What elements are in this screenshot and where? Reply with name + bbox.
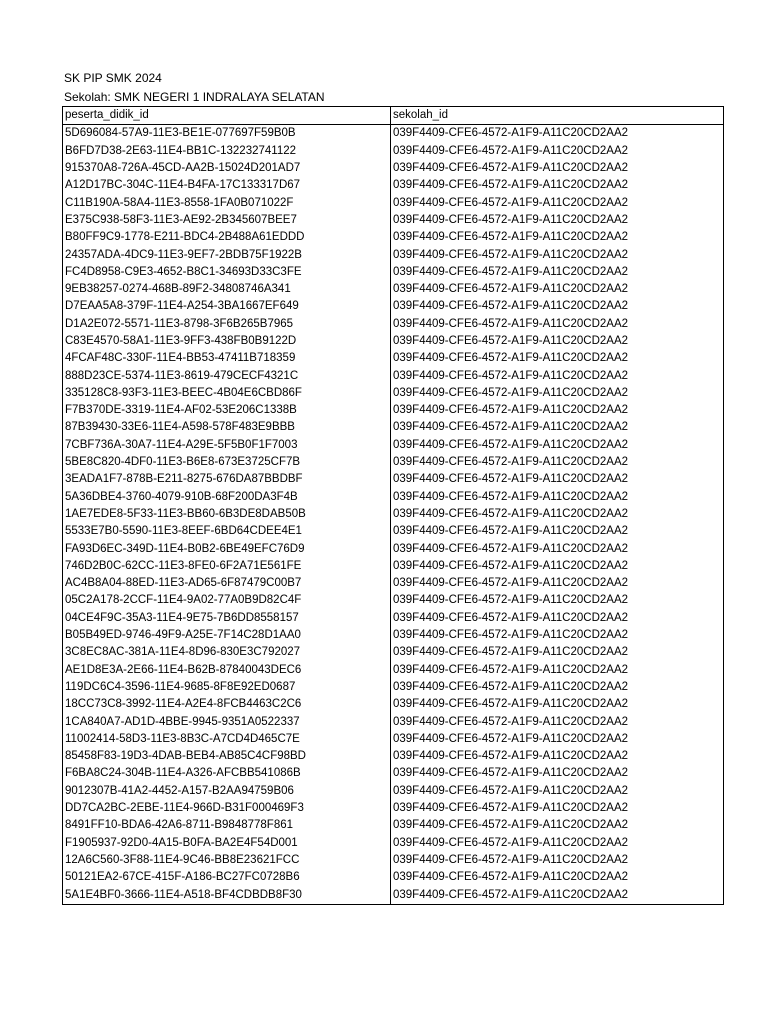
sekolah-id-cell: 039F4409-CFE6-4572-A1F9-A11C20CD2AA2 bbox=[391, 298, 724, 315]
sekolah-id-cell: 039F4409-CFE6-4572-A1F9-A11C20CD2AA2 bbox=[391, 402, 724, 419]
table-header-row bbox=[63, 107, 724, 125]
peserta-didik-id-cell: 9EB38257-0274-468B-89F2-34808746A341 bbox=[63, 281, 391, 298]
sekolah-id-cell: 039F4409-CFE6-4572-A1F9-A11C20CD2AA2 bbox=[391, 454, 724, 471]
sekolah-id-cell: 039F4409-CFE6-4572-A1F9-A11C20CD2AA2 bbox=[391, 506, 724, 523]
sekolah-id-cell: 039F4409-CFE6-4572-A1F9-A11C20CD2AA2 bbox=[391, 281, 724, 298]
table-row bbox=[63, 610, 724, 627]
table-row bbox=[63, 281, 724, 298]
sekolah-id-cell: 039F4409-CFE6-4572-A1F9-A11C20CD2AA2 bbox=[391, 800, 724, 817]
peserta-didik-id-cell: E375C938-58F3-11E3-AE92-2B345607BEE7 bbox=[63, 212, 391, 229]
peserta-didik-id-cell: AC4B8A04-88ED-11E3-AD65-6F87479C00B7 bbox=[63, 575, 391, 592]
table-row bbox=[63, 506, 724, 523]
table-row bbox=[63, 765, 724, 782]
table-row bbox=[63, 731, 724, 748]
peserta-didik-id-cell: 888D23CE-5374-11E3-8619-479CECF4321C bbox=[63, 367, 391, 384]
sekolah-id-cell: 039F4409-CFE6-4572-A1F9-A11C20CD2AA2 bbox=[391, 471, 724, 488]
header-sekolah-id: sekolah_id bbox=[391, 107, 724, 125]
sekolah-id-cell: 039F4409-CFE6-4572-A1F9-A11C20CD2AA2 bbox=[391, 731, 724, 748]
peserta-didik-id-cell: 746D2B0C-62CC-11E3-8FE0-6F2A71E561FE bbox=[63, 558, 391, 575]
table-row bbox=[63, 454, 724, 471]
sekolah-id-cell: 039F4409-CFE6-4572-A1F9-A11C20CD2AA2 bbox=[391, 783, 724, 800]
table-row bbox=[63, 143, 724, 160]
peserta-didik-id-cell: C11B190A-58A4-11E3-8558-1FA0B071022F bbox=[63, 194, 391, 211]
sekolah-id-cell: 039F4409-CFE6-4572-A1F9-A11C20CD2AA2 bbox=[391, 143, 724, 160]
table-row bbox=[63, 402, 724, 419]
table-row bbox=[63, 662, 724, 679]
peserta-didik-id-cell: 05C2A178-2CCF-11E4-9A02-77A0B9D82C4F bbox=[63, 592, 391, 609]
sekolah-id-cell: 039F4409-CFE6-4572-A1F9-A11C20CD2AA2 bbox=[391, 316, 724, 333]
sekolah-id-cell: 039F4409-CFE6-4572-A1F9-A11C20CD2AA2 bbox=[391, 713, 724, 730]
peserta-didik-id-cell: 5A1E4BF0-3666-11E4-A518-BF4CDBDB8F30 bbox=[63, 886, 391, 904]
peserta-didik-id-cell: 1AE7EDE8-5F33-11E3-BB60-6B3DE8DAB50B bbox=[63, 506, 391, 523]
sekolah-id-cell: 039F4409-CFE6-4572-A1F9-A11C20CD2AA2 bbox=[391, 437, 724, 454]
peserta-didik-id-cell: 11002414-58D3-11E3-8B3C-A7CD4D465C7E bbox=[63, 731, 391, 748]
peserta-didik-id-cell: FC4D8958-C9E3-4652-B8C1-34693D33C3FE bbox=[63, 264, 391, 281]
table-row bbox=[63, 316, 724, 333]
sekolah-id-cell: 039F4409-CFE6-4572-A1F9-A11C20CD2AA2 bbox=[391, 350, 724, 367]
table-row bbox=[63, 177, 724, 194]
table-body bbox=[63, 125, 724, 904]
table-row bbox=[63, 523, 724, 540]
table-row bbox=[63, 350, 724, 367]
table-row bbox=[63, 471, 724, 488]
sekolah-id-cell: 039F4409-CFE6-4572-A1F9-A11C20CD2AA2 bbox=[391, 817, 724, 834]
peserta-didik-id-cell: 50121EA2-67CE-415F-A186-BC27FC0728B6 bbox=[63, 869, 391, 886]
peserta-didik-id-cell: 9012307B-41A2-4452-A157-B2AA94759B06 bbox=[63, 783, 391, 800]
table-row bbox=[63, 333, 724, 350]
student-table bbox=[62, 106, 724, 905]
sekolah-id-cell: 039F4409-CFE6-4572-A1F9-A11C20CD2AA2 bbox=[391, 540, 724, 557]
table-row bbox=[63, 367, 724, 384]
table-row bbox=[63, 437, 724, 454]
table-row bbox=[63, 679, 724, 696]
peserta-didik-id-cell: B80FF9C9-1778-E211-BDC4-2B488A61EDDD bbox=[63, 229, 391, 246]
peserta-didik-id-cell: 335128C8-93F3-11E3-BEEC-4B04E6CBD86F bbox=[63, 385, 391, 402]
table-row bbox=[63, 264, 724, 281]
table-row bbox=[63, 748, 724, 765]
sekolah-id-cell: 039F4409-CFE6-4572-A1F9-A11C20CD2AA2 bbox=[391, 610, 724, 627]
table-row bbox=[63, 869, 724, 886]
table-row bbox=[63, 558, 724, 575]
sekolah-id-cell: 039F4409-CFE6-4572-A1F9-A11C20CD2AA2 bbox=[391, 644, 724, 661]
peserta-didik-id-cell: 7CBF736A-30A7-11E4-A29E-5F5B0F1F7003 bbox=[63, 437, 391, 454]
peserta-didik-id-cell: 1CA840A7-AD1D-4BBE-9945-9351A0522337 bbox=[63, 713, 391, 730]
peserta-didik-id-cell: 18CC73C8-3992-11E4-A2E4-8FCB4463C2C6 bbox=[63, 696, 391, 713]
peserta-didik-id-cell: FA93D6EC-349D-11E4-B0B2-6BE49EFC76D9 bbox=[63, 540, 391, 557]
sekolah-id-cell: 039F4409-CFE6-4572-A1F9-A11C20CD2AA2 bbox=[391, 886, 724, 904]
table-row bbox=[63, 713, 724, 730]
sekolah-id-cell: 039F4409-CFE6-4572-A1F9-A11C20CD2AA2 bbox=[391, 765, 724, 782]
table-row bbox=[63, 627, 724, 644]
table-row bbox=[63, 385, 724, 402]
sekolah-id-cell: 039F4409-CFE6-4572-A1F9-A11C20CD2AA2 bbox=[391, 627, 724, 644]
peserta-didik-id-cell: AE1D8E3A-2E66-11E4-B62B-87840043DEC6 bbox=[63, 662, 391, 679]
peserta-didik-id-cell: 5533E7B0-5590-11E3-8EEF-6BD64CDEE4E1 bbox=[63, 523, 391, 540]
sekolah-id-cell: 039F4409-CFE6-4572-A1F9-A11C20CD2AA2 bbox=[391, 160, 724, 177]
peserta-didik-id-cell: 915370A8-726A-45CD-AA2B-15024D201AD7 bbox=[63, 160, 391, 177]
peserta-didik-id-cell: 3C8EC8AC-381A-11E4-8D96-830E3C792027 bbox=[63, 644, 391, 661]
peserta-didik-id-cell: D1A2E072-5571-11E3-8798-3F6B265B7965 bbox=[63, 316, 391, 333]
table-row bbox=[63, 194, 724, 211]
table-row bbox=[63, 160, 724, 177]
sekolah-id-cell: 039F4409-CFE6-4572-A1F9-A11C20CD2AA2 bbox=[391, 834, 724, 851]
peserta-didik-id-cell: F7B370DE-3319-11E4-AF02-53E206C1338B bbox=[63, 402, 391, 419]
peserta-didik-id-cell: D7EAA5A8-379F-11E4-A254-3BA1667EF649 bbox=[63, 298, 391, 315]
table-row bbox=[63, 575, 724, 592]
peserta-didik-id-cell: 5BE8C820-4DF0-11E3-B6E8-673E3725CF7B bbox=[63, 454, 391, 471]
sekolah-id-cell: 039F4409-CFE6-4572-A1F9-A11C20CD2AA2 bbox=[391, 125, 724, 143]
sekolah-id-cell: 039F4409-CFE6-4572-A1F9-A11C20CD2AA2 bbox=[391, 212, 724, 229]
peserta-didik-id-cell: 5D696084-57A9-11E3-BE1E-077697F59B0B bbox=[63, 125, 391, 143]
table-row bbox=[63, 852, 724, 869]
table-row bbox=[63, 783, 724, 800]
table-row bbox=[63, 125, 724, 143]
sekolah-id-cell: 039F4409-CFE6-4572-A1F9-A11C20CD2AA2 bbox=[391, 679, 724, 696]
peserta-didik-id-cell: F6BA8C24-304B-11E4-A326-AFCBB541086B bbox=[63, 765, 391, 782]
sekolah-id-cell: 039F4409-CFE6-4572-A1F9-A11C20CD2AA2 bbox=[391, 558, 724, 575]
table-row bbox=[63, 696, 724, 713]
table-row bbox=[63, 540, 724, 557]
peserta-didik-id-cell: 87B39430-33E6-11E4-A598-578F483E9BBB bbox=[63, 419, 391, 436]
peserta-didik-id-cell: DD7CA2BC-2EBE-11E4-966D-B31F000469F3 bbox=[63, 800, 391, 817]
document-title: SK PIP SMK 2024 bbox=[64, 71, 162, 85]
peserta-didik-id-cell: 119DC6C4-3596-11E4-9685-8F8E92ED0687 bbox=[63, 679, 391, 696]
peserta-didik-id-cell: C83E4570-58A1-11E3-9FF3-438FB0B9122D bbox=[63, 333, 391, 350]
table-row bbox=[63, 212, 724, 229]
peserta-didik-id-cell: 24357ADA-4DC9-11E3-9EF7-2BDB75F1922B bbox=[63, 246, 391, 263]
table-row bbox=[63, 817, 724, 834]
sekolah-id-cell: 039F4409-CFE6-4572-A1F9-A11C20CD2AA2 bbox=[391, 177, 724, 194]
peserta-didik-id-cell: 12A6C560-3F88-11E4-9C46-BB8E23621FCC bbox=[63, 852, 391, 869]
table-row bbox=[63, 246, 724, 263]
peserta-didik-id-cell: 8491FF10-BDA6-42A6-8711-B9848778F861 bbox=[63, 817, 391, 834]
school-line: Sekolah: SMK NEGERI 1 INDRALAYA SELATAN bbox=[64, 90, 325, 104]
table-row bbox=[63, 489, 724, 506]
sekolah-id-cell: 039F4409-CFE6-4572-A1F9-A11C20CD2AA2 bbox=[391, 869, 724, 886]
sekolah-id-cell: 039F4409-CFE6-4572-A1F9-A11C20CD2AA2 bbox=[391, 333, 724, 350]
sekolah-id-cell: 039F4409-CFE6-4572-A1F9-A11C20CD2AA2 bbox=[391, 748, 724, 765]
sekolah-id-cell: 039F4409-CFE6-4572-A1F9-A11C20CD2AA2 bbox=[391, 852, 724, 869]
sekolah-id-cell: 039F4409-CFE6-4572-A1F9-A11C20CD2AA2 bbox=[391, 367, 724, 384]
table-row bbox=[63, 834, 724, 851]
peserta-didik-id-cell: A12D17BC-304C-11E4-B4FA-17C133317D67 bbox=[63, 177, 391, 194]
sekolah-id-cell: 039F4409-CFE6-4572-A1F9-A11C20CD2AA2 bbox=[391, 246, 724, 263]
peserta-didik-id-cell: 04CE4F9C-35A3-11E4-9E75-7B6DD8558157 bbox=[63, 610, 391, 627]
table-row bbox=[63, 886, 724, 904]
header-peserta-didik-id: peserta_didik_id bbox=[63, 107, 391, 125]
peserta-didik-id-cell: B6FD7D38-2E63-11E4-BB1C-132232741122 bbox=[63, 143, 391, 160]
sekolah-id-cell: 039F4409-CFE6-4572-A1F9-A11C20CD2AA2 bbox=[391, 229, 724, 246]
sekolah-id-cell: 039F4409-CFE6-4572-A1F9-A11C20CD2AA2 bbox=[391, 489, 724, 506]
table-row bbox=[63, 644, 724, 661]
table-row bbox=[63, 592, 724, 609]
peserta-didik-id-cell: F1905937-92D0-4A15-B0FA-BA2E4F54D001 bbox=[63, 834, 391, 851]
peserta-didik-id-cell: B05B49ED-9746-49F9-A25E-7F14C28D1AA0 bbox=[63, 627, 391, 644]
sekolah-id-cell: 039F4409-CFE6-4572-A1F9-A11C20CD2AA2 bbox=[391, 523, 724, 540]
peserta-didik-id-cell: 3EADA1F7-878B-E211-8275-676DA87BBDBF bbox=[63, 471, 391, 488]
sekolah-id-cell: 039F4409-CFE6-4572-A1F9-A11C20CD2AA2 bbox=[391, 592, 724, 609]
sekolah-id-cell: 039F4409-CFE6-4572-A1F9-A11C20CD2AA2 bbox=[391, 264, 724, 281]
sekolah-id-cell: 039F4409-CFE6-4572-A1F9-A11C20CD2AA2 bbox=[391, 385, 724, 402]
table-row bbox=[63, 800, 724, 817]
sekolah-id-cell: 039F4409-CFE6-4572-A1F9-A11C20CD2AA2 bbox=[391, 194, 724, 211]
sekolah-id-cell: 039F4409-CFE6-4572-A1F9-A11C20CD2AA2 bbox=[391, 419, 724, 436]
sekolah-id-cell: 039F4409-CFE6-4572-A1F9-A11C20CD2AA2 bbox=[391, 575, 724, 592]
table-row bbox=[63, 229, 724, 246]
peserta-didik-id-cell: 5A36DBE4-3760-4079-910B-68F200DA3F4B bbox=[63, 489, 391, 506]
peserta-didik-id-cell: 4FCAF48C-330F-11E4-BB53-47411B718359 bbox=[63, 350, 391, 367]
peserta-didik-id-cell: 85458F83-19D3-4DAB-BEB4-AB85C4CF98BD bbox=[63, 748, 391, 765]
table-row bbox=[63, 419, 724, 436]
sekolah-id-cell: 039F4409-CFE6-4572-A1F9-A11C20CD2AA2 bbox=[391, 662, 724, 679]
table-row bbox=[63, 298, 724, 315]
sekolah-id-cell: 039F4409-CFE6-4572-A1F9-A11C20CD2AA2 bbox=[391, 696, 724, 713]
